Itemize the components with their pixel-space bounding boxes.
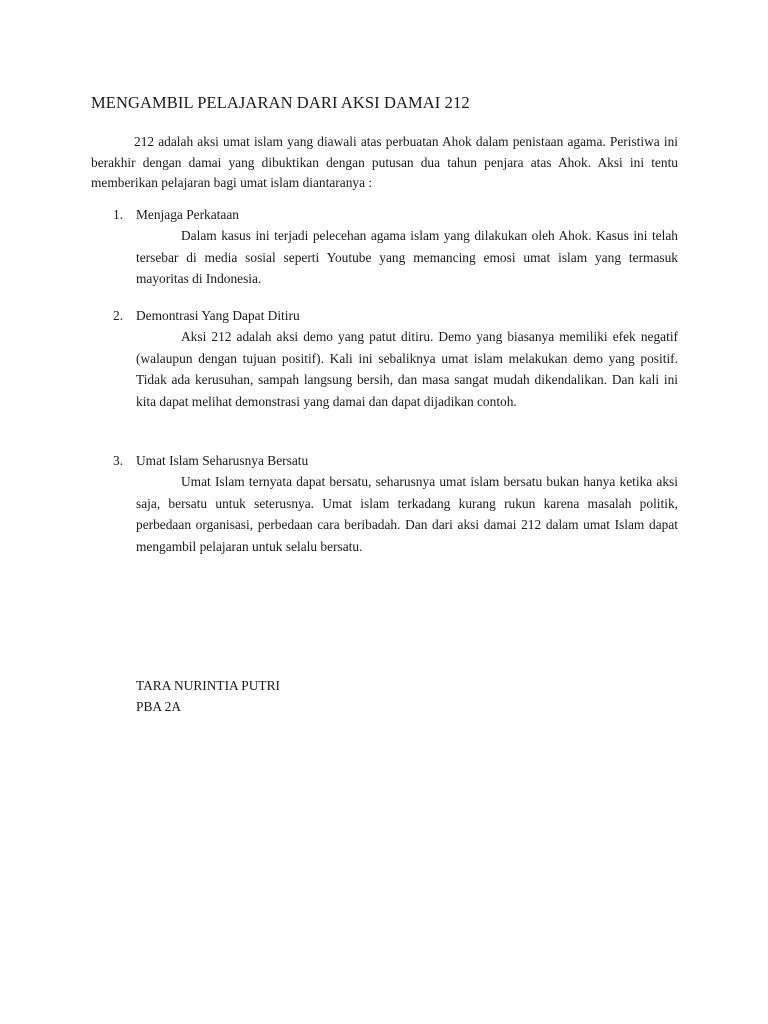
list-item-number: 3. — [113, 453, 124, 468]
list-item-heading: Umat Islam Seharusnya Bersatu — [136, 453, 309, 468]
list-item-number: 1. — [113, 207, 124, 222]
list-item-body: Aksi 212 adalah aksi demo yang patut ditiru. Demo yang biasanya memiliki efek negatif (walaupun dengan tujuan positif). Kali ini sebaliknya umat islam melakukan demo yang positif. Tidak ada kerusuhan, sampah langsung bersih, dan masa sangat mudah dikendalikan. Dan kali ini kita dapat melihat demonstrasi yang damai dan dapat dijadikan contoh. — [136, 329, 678, 409]
document-title: MENGAMBIL PELAJARAN DARI AKSI DAMAI 212 — [91, 93, 470, 112]
list-item-heading: Demontrasi Yang Dapat Ditiru — [136, 308, 300, 323]
list-item-body: Dalam kasus ini terjadi pelecehan agama islam yang dilakukan oleh Ahok. Kasus ini telah tersebar di media sosial seperti Youtube yang memancing emosi umat islam yang termasuk mayoritas di Indonesia. — [136, 228, 678, 286]
author-class: PBA 2A — [136, 698, 182, 714]
intro-paragraph: 212 adalah aksi umat islam yang diawali atas perbuatan Ahok dalam penistaan agama. Peristiwa ini berakhir dengan damai yang dibuktikan dengan putusan dua tahun penjara atas Ahok. Aksi ini tentu memberikan pelajaran bagi umat islam diantaranya : — [91, 134, 678, 190]
list-item-heading: Menjaga Perkataan — [136, 207, 239, 222]
list-item-number: 2. — [113, 308, 124, 323]
signature-block — [136, 676, 280, 717]
list-item-body: Umat Islam ternyata dapat bersatu, seharusnya umat islam bersatu bukan hanya ketika aksi saja, bersatu untuk seterusnya. Umat islam terkadang kurang rukun karena masalah politik, perbedaan organisasi, perbedaan cara beribadah. Dan dari aksi damai 212 dalam umat Islam dapat mengambil pelajaran untuk selalu bersatu. — [136, 474, 678, 554]
author-name: TARA NURINTIA PUTRI — [136, 678, 280, 693]
